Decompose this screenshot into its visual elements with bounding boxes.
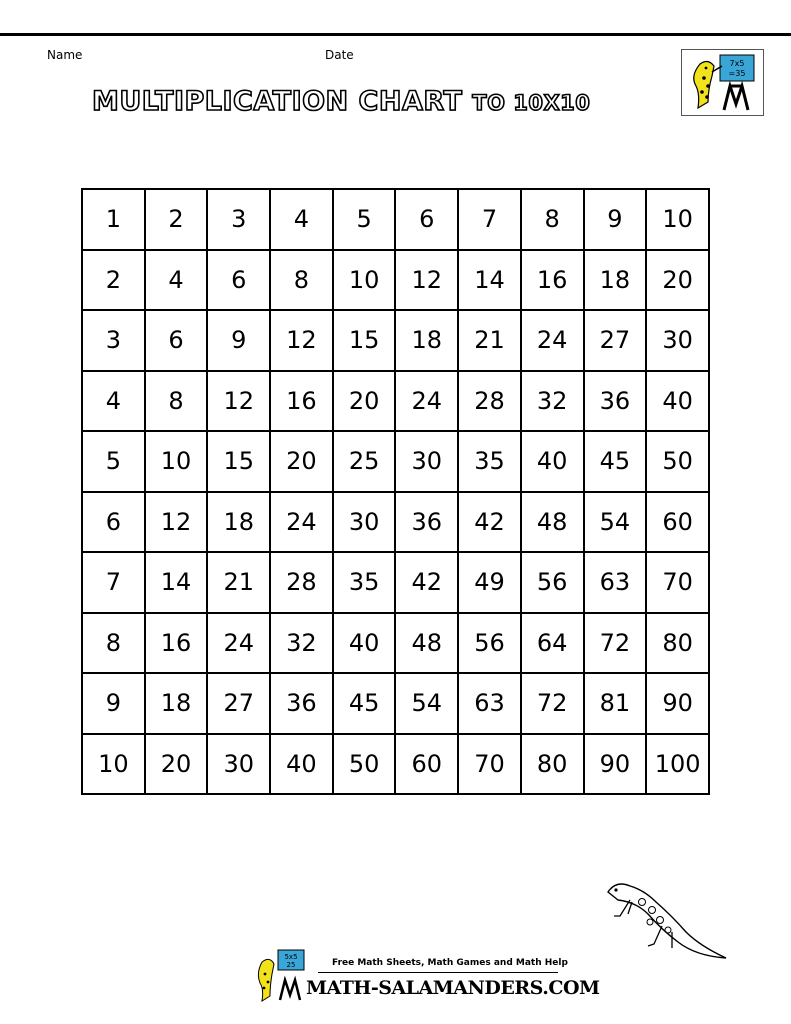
table-cell: 5 [333,189,396,250]
table-cell: 24 [395,371,458,432]
table-cell: 63 [584,552,647,613]
table-cell: 6 [395,189,458,250]
table-cell: 8 [145,371,208,432]
table-cell: 2 [145,189,208,250]
table-cell: 50 [646,431,709,492]
table-cell: 80 [646,613,709,674]
table-cell: 9 [584,189,647,250]
table-cell: 12 [145,492,208,553]
table-cell: 10 [333,250,396,311]
table-row [82,189,709,250]
table-row [82,734,709,795]
table-cell: 20 [145,734,208,795]
table-cell: 10 [82,734,145,795]
table-cell: 18 [584,250,647,311]
footer-board-line1: 5x5 [284,953,298,961]
table-cell: 90 [646,673,709,734]
table-cell: 6 [82,492,145,553]
table-cell: 18 [145,673,208,734]
logo-board-line1: 7x5 [729,59,745,68]
table-cell: 25 [333,431,396,492]
math-salamanders-logo [681,49,764,116]
table-cell: 24 [521,310,584,371]
table-cell: 48 [395,613,458,674]
table-cell: 56 [521,552,584,613]
table-cell: 45 [584,431,647,492]
table-cell: 36 [584,371,647,432]
table-cell: 24 [270,492,333,553]
table-cell: 63 [458,673,521,734]
table-cell: 4 [82,371,145,432]
table-cell: 14 [458,250,521,311]
table-cell: 9 [82,673,145,734]
footer-rule [318,972,558,973]
table-cell: 72 [521,673,584,734]
table-cell: 40 [646,371,709,432]
table-cell: 72 [584,613,647,674]
table-cell: 8 [82,613,145,674]
table-cell: 12 [270,310,333,371]
table-cell: 3 [207,189,270,250]
table-cell: 50 [333,734,396,795]
table-cell: 20 [646,250,709,311]
table-cell: 12 [207,371,270,432]
table-cell: 27 [584,310,647,371]
footer-board-line2: 25 [286,961,296,969]
table-cell: 56 [458,613,521,674]
table-cell: 27 [207,673,270,734]
table-cell: 70 [646,552,709,613]
table-cell: 15 [207,431,270,492]
top-rule [0,33,791,36]
table-cell: 35 [458,431,521,492]
table-cell: 1 [82,189,145,250]
table-cell: 40 [521,431,584,492]
logo-board-line2: =35 [728,69,746,78]
table-cell: 3 [82,310,145,371]
table-cell: 32 [270,613,333,674]
date-label: Date [325,48,354,62]
table-cell: 90 [584,734,647,795]
table-cell: 81 [584,673,647,734]
table-row [82,552,709,613]
table-cell: 18 [395,310,458,371]
table-cell: 42 [458,492,521,553]
table-cell: 40 [333,613,396,674]
table-cell: 48 [521,492,584,553]
table-cell: 14 [145,552,208,613]
table-cell: 16 [270,371,333,432]
table-cell: 2 [82,250,145,311]
table-cell: 70 [458,734,521,795]
table-cell: 32 [521,371,584,432]
table-cell: 30 [395,431,458,492]
table-cell: 15 [333,310,396,371]
table-cell: 16 [521,250,584,311]
table-cell: 10 [145,431,208,492]
table-cell: 60 [646,492,709,553]
table-cell: 8 [521,189,584,250]
table-cell: 9 [207,310,270,371]
table-cell: 5 [82,431,145,492]
salamander-icon [602,878,736,964]
table-row [82,250,709,311]
table-row [82,492,709,553]
table-cell: 12 [395,250,458,311]
table-cell: 30 [333,492,396,553]
table-cell: 40 [270,734,333,795]
table-cell: 21 [207,552,270,613]
table-cell: 36 [270,673,333,734]
table-cell: 30 [207,734,270,795]
table-cell: 7 [458,189,521,250]
table-cell: 49 [458,552,521,613]
table-cell: 10 [646,189,709,250]
table-cell: 6 [145,310,208,371]
table-cell: 35 [333,552,396,613]
table-cell: 24 [207,613,270,674]
table-cell: 30 [646,310,709,371]
table-cell: 20 [333,371,396,432]
footer-tagline: Free Math Sheets, Math Games and Math Help [332,958,568,968]
table-cell: 7 [82,552,145,613]
table-cell: 54 [584,492,647,553]
table-cell: 42 [395,552,458,613]
table-row [82,371,709,432]
table-cell: 18 [207,492,270,553]
table-cell: 28 [270,552,333,613]
table-cell: 20 [270,431,333,492]
table-row [82,613,709,674]
table-cell: 45 [333,673,396,734]
table-cell: 100 [646,734,709,795]
table-cell: 4 [270,189,333,250]
name-label: Name [47,48,83,62]
table-row [82,673,709,734]
table-cell: 36 [395,492,458,553]
title-main: MULTIPLICATION CHART [92,86,463,117]
table-cell: 60 [395,734,458,795]
table-cell: 16 [145,613,208,674]
table-cell: 8 [270,250,333,311]
table-cell: 64 [521,613,584,674]
table-cell: 6 [207,250,270,311]
title-tail: TO 10X10 [472,91,591,115]
multiplication-table [81,188,710,795]
table-cell: 28 [458,371,521,432]
teacher-salamander-icon [682,50,763,115]
table-row [82,310,709,371]
table-cell: 4 [145,250,208,311]
table-row [82,431,709,492]
footer-site-name[interactable]: MATH-SALAMANDERS.COM [306,977,600,999]
page-title [92,86,632,117]
table-cell: 21 [458,310,521,371]
table-cell: 80 [521,734,584,795]
table-cell: 54 [395,673,458,734]
